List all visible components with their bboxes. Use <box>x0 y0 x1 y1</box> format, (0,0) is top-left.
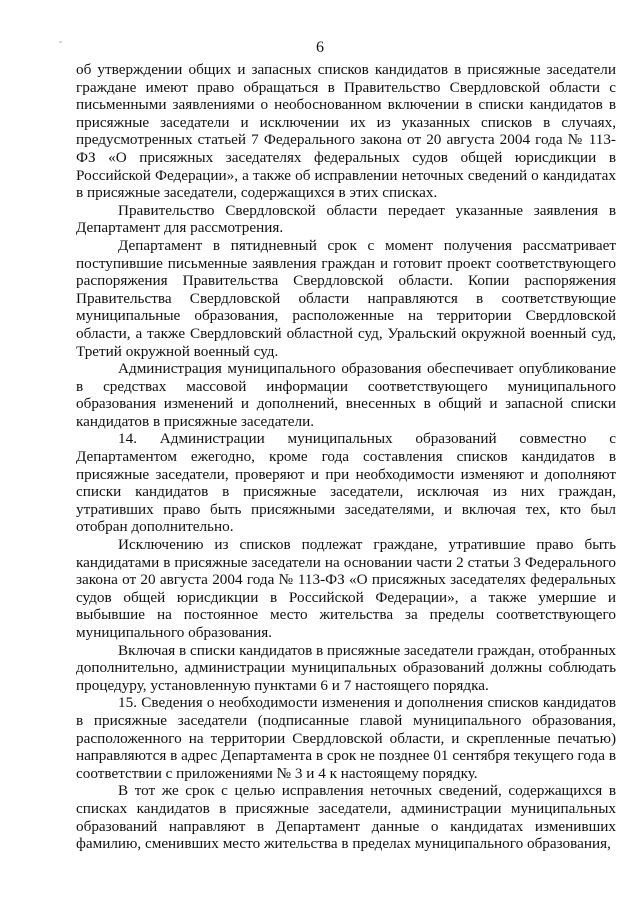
paragraph-government-transfers: Правительство Свердловской области передает указанные заявления в Департамент для рассмотрения. <box>76 201 616 237</box>
body-text <box>76 61 616 853</box>
paragraph-item-14: 14. Администрации муниципальных образований совместно с Департаментом ежегодно, кроме года составления списков кандидатов в присяжные заседатели, проверяют и при необходимости изменяют и дополняют списки кандидатов в присяжные заседатели, исключая из них граждан, утративших право быть присяжными заседателями, и включая тех, кто был отобран дополнительно. <box>76 430 616 536</box>
paragraph-same-period: В тот же срок с целью исправления неточных сведений, содержащихся в списках кандидатов в присяжные заседатели, администрации муниципальных образований направляют в Департамент данные о кандидатах изменивших фамилию, сменивших место жительства в пределах муниципального образования, <box>76 782 616 853</box>
paragraph-department-five-day: Департамент в пятидневный срок с момент получения рассматривает поступившие письменные заявления граждан и готовит проект соответствующего распоряжения Правительства Свердловской области. Копии распоряжения Правительства Свердловской области направляются в соответствующие муниципальные образования, расположенные на территории Свердловской области, а также Свердловский областной суд, Уральский окружной военный суд, Третий окружной военный суд. <box>76 236 616 360</box>
paragraph-inclusion: Включая в списки кандидатов в присяжные заседатели граждан, отобранных дополнительно, администрации муниципальных образований должны соблюдать процедуру, установленную пунктами 6 и 7 настоящего порядка. <box>76 641 616 694</box>
paragraph-continuation: об утверждении общих и запасных списков кандидатов в присяжные заседатели граждане имеют право обращаться в Правительство Свердловской области с письменными заявлениями о необоснованном включении в списки кандидатов в присяжные заседатели и исключении их из указанных списков в случаях, предусмотренных статьей 7 Федерального закона от 20 августа 2004 года № 113-ФЗ «О присяжных заседателях федеральных судов общей юрисдикции в Российской Федерации», а также об исправлении неточных сведений о кандидатах в присяжные заседатели, содержащихся в этих списках. <box>76 61 616 202</box>
paragraph-exclusion: Исключению из списков подлежат граждане, утратившие право быть кандидатами в присяжные заседатели на основании части 2 статьи 3 Федерального закона от 20 августа 2004 года № 113-ФЗ «О присяжных заседателях федеральных судов общей юрисдикции в Российской Федерации», а также умершие и выбывшие на постоянное место жительства за пределы соответствующего муниципального образования. <box>76 536 616 641</box>
page-number: 6 <box>316 39 324 56</box>
paragraph-administration-publishes: Администрация муниципального образования обеспечивает опубликование в средствах массовой информации соответствующего муниципального образования изменений и дополнений, внесенных в общий и запасной списки кандидатов в присяжные заседатели. <box>76 360 616 430</box>
paragraph-item-15: 15. Сведения о необходимости изменения и дополнения списков кандидатов в присяжные заседатели (подписанные главой муниципального образования, расположенного на территории Свердловской области, и скрепленные печатью) направляются в адрес Департамента в срок не позднее 01 сентября текущего года в соответствии с приложениями № 3 и 4 к настоящему порядку. <box>76 694 616 782</box>
